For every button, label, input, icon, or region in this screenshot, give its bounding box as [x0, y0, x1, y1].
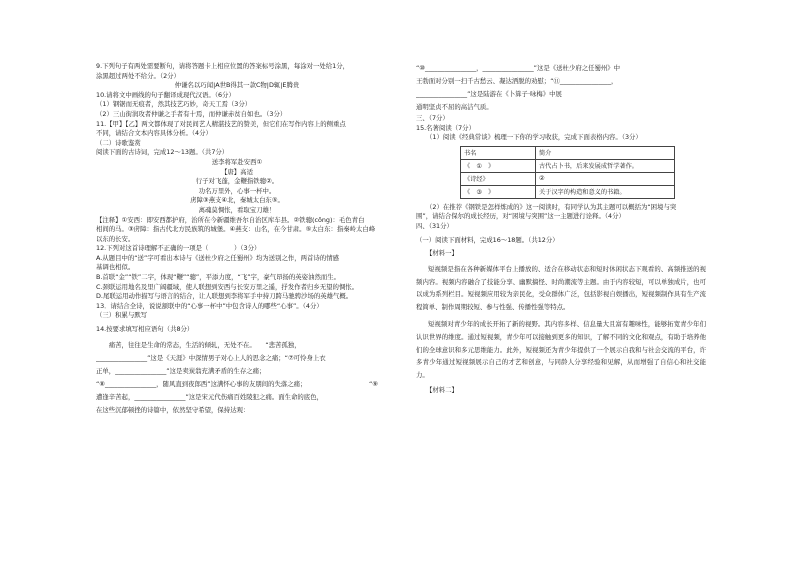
table-cell: ②: [536, 172, 675, 185]
q14-line-4: “⑧________________，随风直到夜郎西”这满怀心事的友朋间的失落之痛；: [96, 379, 307, 388]
r-line-3: ________________”这是陆游在《卜算子·咏梅》中展: [416, 90, 562, 98]
poetry-intro: 阅读下面的古诗词，完成12～13题。（共7分）: [96, 148, 229, 157]
poem-author: 【唐】高适: [221, 167, 253, 176]
section-4-heading: 四、（31分）: [416, 221, 453, 230]
poem-line-3: 虏障③燕支④北，秦城太白东⑤。: [190, 196, 284, 205]
poem-notes-1: 【注释】①安西：即安西都护府，治所在今新疆维吾尔自治区库车县。②铁骢(cōng)：毛色青白: [96, 215, 365, 224]
q9-line-2: 涂黑超过两处不给分。（2分）: [96, 71, 180, 80]
q14-blank-9-marker: “⑨: [368, 379, 378, 388]
table-cell: 《 ③ 》: [461, 185, 536, 198]
q9-sentence: 仲谦名以巧闻|A世B得其一款C物|D辄|E腾贵: [174, 81, 300, 90]
q14-stem: 14.按要求填写相应语句（共8分）: [96, 325, 194, 334]
material-1-heading: 【材料一】: [426, 249, 458, 258]
q10-line-1: 10.请将文中画线的句子翻译成现代汉语。（6分）: [96, 90, 235, 99]
q9-line-1: 9.下列句子有两处需要断句，请将答题卡上相应位置的答案标号涂黑，每涂对一处给1分，: [96, 62, 350, 70]
poem-line-4: 离魂莫惆怅，看取宝刀雄！: [198, 205, 276, 214]
q15-part-2-line-1: （2）在推荐《钢铁是怎样炼成的》这一阅读时，有同学认为其主题可以概括为“困境与突: [426, 202, 677, 211]
poem-notes-2: 相间的马。③虏障：指古代北方民族筑的城堡。④燕支：山名，在今甘肃。⑤太白东：指秦岭太白峰: [96, 225, 376, 234]
q12-option-a: A.从题目中的“送”字可看出本诗与《送杜少府之任蜀州》均为送别之作，两首诗的情感: [96, 253, 339, 262]
q15-part-1: （1）阅读《经典常谈》梳理一下你的学习收获，完成下面表格内容。（3分）: [426, 133, 642, 142]
r-line-4: 通明坚贞不屈的高洁气质。: [416, 103, 493, 111]
q12-option-d: D.尾联运用动作描写与语言的结合，让人联想到李将军手中持刀跨马驰骋沙场的英雄气概。: [96, 292, 353, 301]
table-cell: 关于汉字的构造和意义的书籍。: [536, 185, 675, 198]
q10-line-3: （2）三山街润攻者仲谦之手者有十焉，而仲谦赤贫自如也。（3分）: [96, 109, 287, 118]
section-3-heading: 三、（7分）: [416, 114, 449, 122]
table-cell: 《 ① 》: [461, 159, 536, 172]
q14-line-2: ________________”这是《天涯》中深情男子对心上人的思念之痛；“⑦可怜身上衣: [96, 353, 326, 362]
q15-part-2-line-2: 围”，请结合保尔的成长经历，对“困境与突围”这一主题进行诠释。（4分）: [416, 212, 625, 221]
poem-title: 送李将军赴安西①: [211, 157, 263, 166]
r-line-2: 王勃面对分别一扫千古愁云、凝达洒脱的劝慰；“⑪________________，: [416, 77, 618, 85]
q10-line-2: （1）钢锯而无痕者，然其技艺巧妙，奇天工焉（3分）: [96, 100, 252, 109]
right-column: [416, 62, 706, 396]
section-poetry-heading: （二）诗歌鉴赏: [96, 138, 141, 147]
section-recitation-heading: （三）积累与默写: [96, 311, 148, 320]
q11-line-2: 不同，请结合文本内容具体分析。（4分）: [96, 129, 212, 138]
poem-line-1: 行子对飞蓬，金鞭指铁骢②。: [195, 177, 279, 186]
material-2-heading: 【材料二】: [426, 385, 458, 394]
book-table: [460, 146, 675, 199]
q12-option-c: C.颈联运用地名及里广阔疆域，使人联想到安西与长安万里之遥，抒发作者归乡无望的惆怅。: [96, 282, 359, 291]
table-row: [461, 146, 675, 159]
table-row: [461, 159, 675, 172]
left-column: [96, 62, 378, 417]
q14-line-3: 正单，________________”这是卖炭翁充满矛盾的生存之痛；: [96, 366, 266, 375]
poem-line-2: 功名万里外，心事一杯中。: [198, 186, 276, 195]
q12-stem: 12.下列对这首诗理解不正确的一项是（ ）（3分）: [96, 244, 261, 253]
poem-notes-3: 以东的长安。: [96, 234, 135, 243]
r-line-1: “⑩________________，________________”这是《送杜少府之任蜀州》中: [416, 64, 621, 72]
q15-stem: 15.名著阅读（7分）: [416, 123, 475, 132]
q14-line-4-wrap: [96, 378, 378, 391]
table-cell: 古代占卜书，后来发展成哲学著作。: [536, 159, 675, 172]
section-4-intro: （一）阅读下面材料，完成16～18题。（共12分）: [416, 235, 559, 244]
q13-stem: 13．请结合全诗，说说颔联中的“心事一杯中”中包含诗人的哪些“心事”。（4分）: [96, 301, 323, 310]
q11-line-1: 11.【甲】【乙】两文都体现了对民间艺人精湛技艺的赞美，但它们在写作内容上的侧重点: [96, 119, 346, 128]
q14-line-5: 遭逢辛苦起，________________”这是宋元代伤痛百姓陵犯之痛。面生命的底色，: [96, 392, 323, 401]
material-1-paragraph-2: 短视频对青少年的成长开拓了新的视野。其内容多样、信息量大且富有趣味性，能够拓宽青少年们认识世界的维度。通过短视频，青少年可以接触到更多的知识，了解不同的文化和观点，有助于培养他们的全球意识和多元思维能力。此外，短视频还为青少年提供了一个展示自我和与社会交流的平台，许多青少年通过短视频展示自己的才艺和创意，与同龄人分享经验和见解，从而增强了自信心和社交能力。: [416, 319, 706, 380]
q14-line-6: 在这些沉郁顿挫的诗篇中，依然坚守希望，保持达观：: [96, 405, 250, 414]
table-row: [461, 172, 675, 185]
table-cell: 《诗经》: [461, 172, 536, 185]
material-1-paragraph-1: 短视频是指在各种新媒体平台上播放的、适合在移动状态和短时休闲状态下观看的、高频推送的视频内容。视频内容融合了技能分享、幽默搞怪、时尚潮流等主题。由于内容较短，可以单独成片，也可以成为系列栏目。短视频应用较为亲民化，受众群体广泛，包括影视自娱播出，短视频制作具有生产流程简单、制作周期较短、参与性强、传播性强等特点。: [416, 264, 706, 312]
q14-line-1: 痛苦，往往是生命的常态，生活的倾轧，无处不在。 “悲苦孤独，: [96, 340, 301, 349]
q12-option-a-cont: 基调也相似。: [96, 263, 135, 272]
table-cell: 书名: [461, 146, 536, 159]
q12-option-b: B.首联“金”“铁”二字，体现“鞭”“骢”，平添力度，“飞”字，豪气昂扬的英姿油然而生。: [96, 273, 341, 282]
table-row: [461, 185, 675, 198]
table-cell: 简介: [536, 146, 675, 159]
